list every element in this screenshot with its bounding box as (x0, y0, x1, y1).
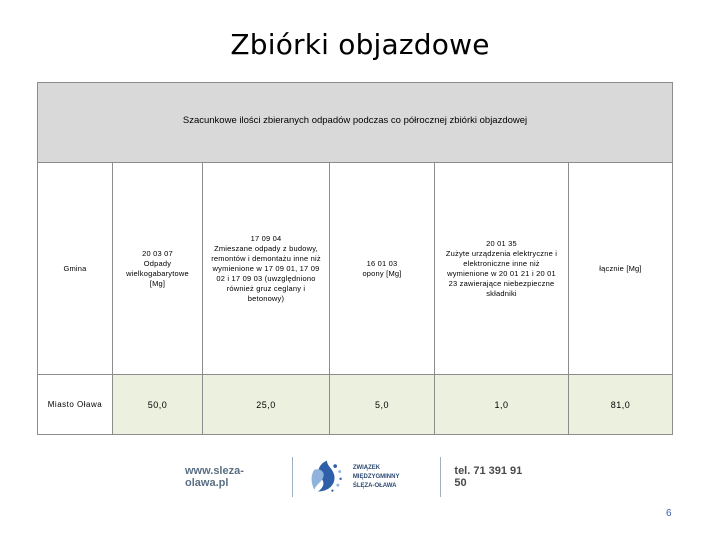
footer-divider (292, 457, 293, 497)
column-header (38, 163, 113, 375)
column-header (569, 163, 673, 375)
footer (185, 455, 530, 499)
sleza-olawa-logo-icon (307, 455, 347, 499)
waste-collection-table (37, 82, 673, 435)
column-header-gmina: Gmina (63, 263, 87, 273)
table-caption-cell (38, 83, 673, 163)
column-header (435, 163, 569, 375)
website-link[interactable]: www.sleza-olawa.pl (185, 465, 244, 489)
slide-title: Zbiórki objazdowe (230, 28, 490, 61)
cell-tyres: 5,0 (330, 375, 435, 435)
footer-divider (440, 457, 441, 497)
column-header-construction-waste: 17 09 04 Zmieszane odpady z budowy, remontów i demontażu inne niż wymienione w 17 09 01, 17 09 02 i 17 09 03 (uwzględniono również gruz ceglany i betonowy) (211, 233, 321, 303)
column-header-tyres: 16 01 03 opony [Mg] (362, 258, 402, 278)
phone-number: tel. 71 391 91 50 (454, 465, 523, 489)
organization-name: ZWIĄZEK MIĘDZYGMINNY ŚLĘZA-OŁAWA (352, 464, 400, 489)
column-header-electronic-waste: 20 01 35 Zużyte urządzenia elektryczne i elektroniczne inne niż wymienione w 20 01 21 i 20 01 23 zawierające niebezpieczne składniki (445, 238, 558, 298)
cell-bulky-waste: 50,0 (113, 375, 203, 435)
column-header (113, 163, 203, 375)
cell-construction-waste: 25,0 (203, 375, 330, 435)
column-header-total: łącznie [Mg] (599, 263, 642, 273)
cell-gmina: Miasto Oława (38, 375, 113, 435)
table-caption: Szacunkowe ilości zbieranych odpadów podczas co półrocznej zbiórki objazdowej (182, 115, 528, 126)
page-number: 6 (666, 508, 672, 519)
cell-total: 81,0 (569, 375, 673, 435)
column-header (330, 163, 435, 375)
table-row (38, 375, 673, 435)
cell-electronic-waste: 1,0 (435, 375, 569, 435)
column-header-bulky-waste: 20 03 07 Odpady wielkogabarytowe [Mg] (126, 248, 189, 288)
column-header (203, 163, 330, 375)
